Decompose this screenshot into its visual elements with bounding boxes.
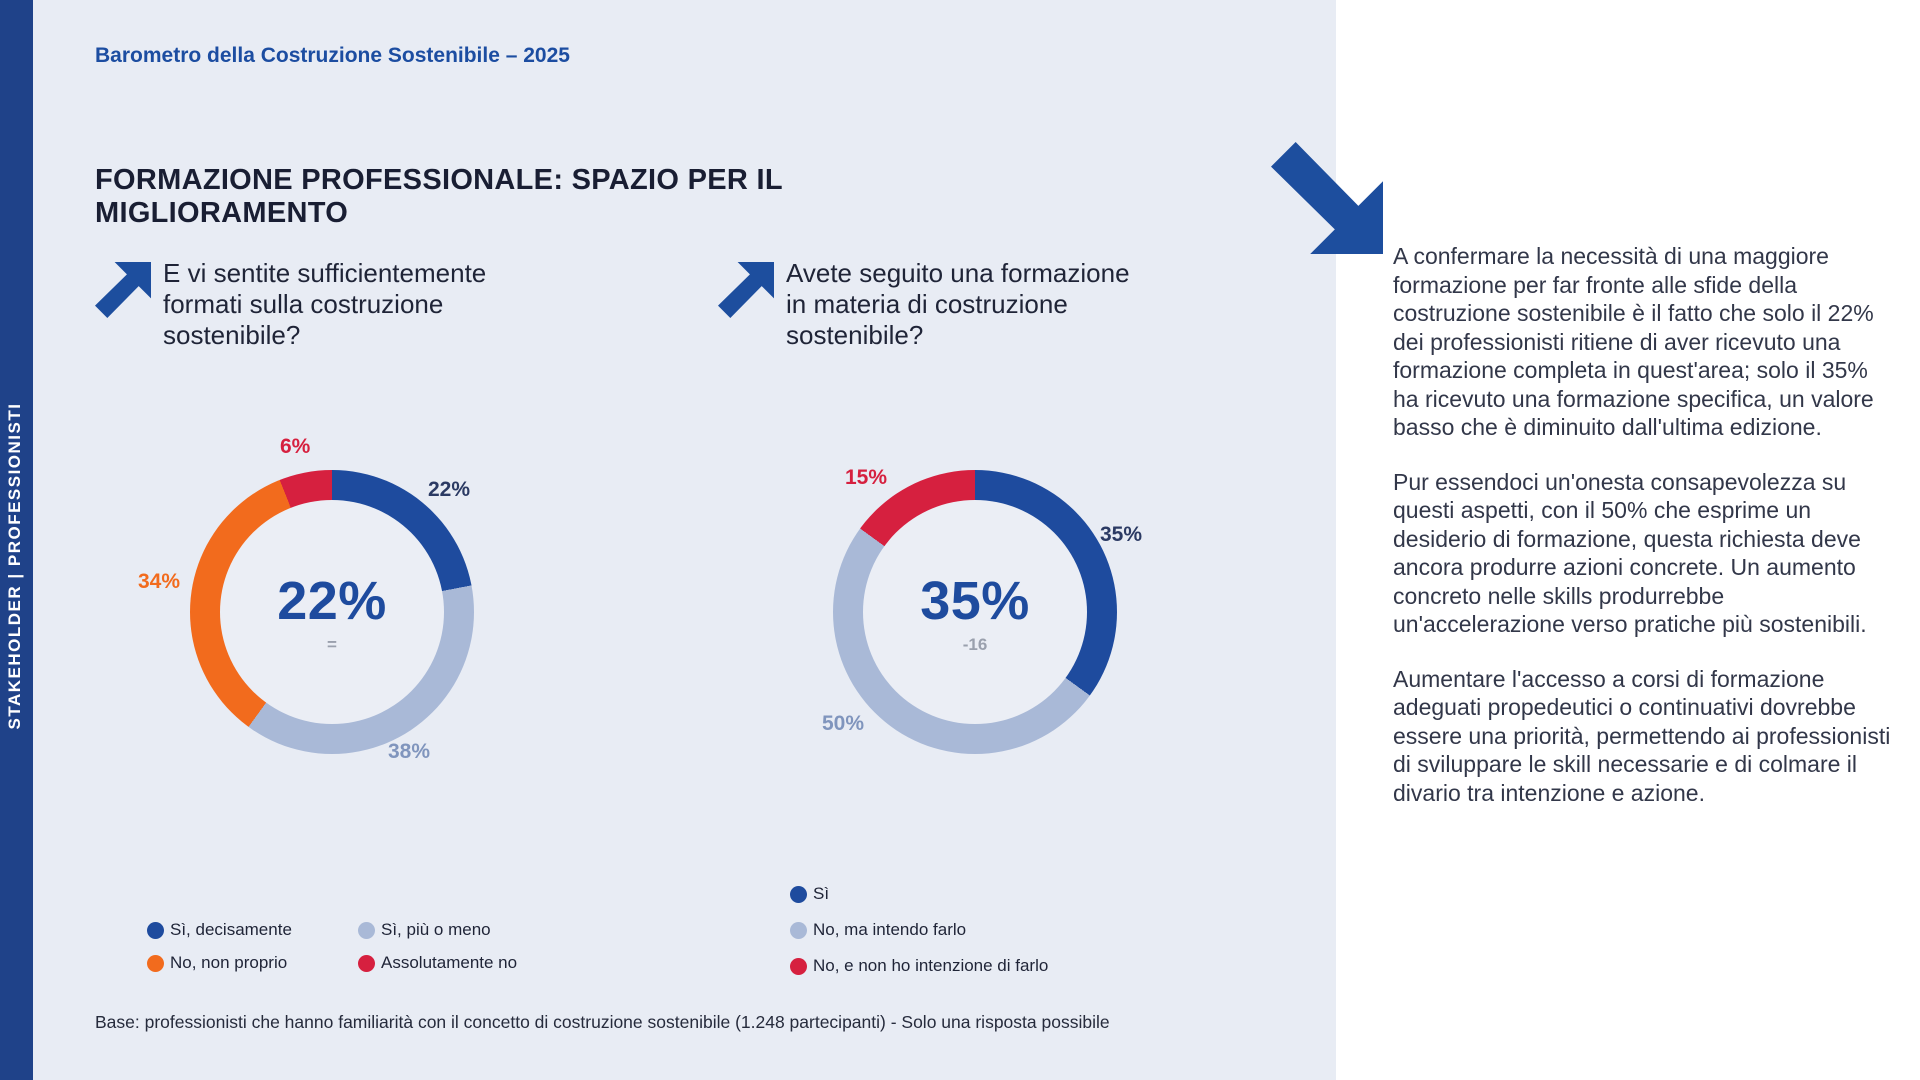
segment-label: 34%	[138, 570, 181, 593]
legend-dot	[790, 958, 807, 975]
question-line: sostenibile?	[163, 320, 301, 351]
chart1-question	[163, 258, 583, 352]
question-line: sostenibile?	[786, 320, 924, 351]
question-line: in materia di costruzione	[786, 289, 1068, 320]
arrow-up-right-icon	[718, 262, 774, 318]
legend-item	[147, 920, 358, 940]
chart2-legend	[790, 884, 1048, 976]
legend-label: Sì, più o meno	[381, 920, 491, 939]
legend-label: Sì, decisamente	[170, 920, 292, 939]
arrow-up-right-icon	[95, 262, 151, 318]
legend-label: No, ma intendo farlo	[813, 920, 967, 939]
segment-label: 22%	[428, 478, 471, 501]
legend-dot	[147, 922, 164, 939]
legend-item	[358, 920, 517, 940]
legend-item	[358, 953, 517, 973]
commentary-paragraph: A confermare la necessità di una maggiore formazione per far fronte alle sfide della costruzione sostenibile è il fatto che solo il 22% dei professionisti ritiene di aver ricevuto una formazione completa in quest'area; solo il 35% ha ricevuto una formazione specifica, un valore basso che è diminuito dall'ultima edizione.	[1393, 243, 1874, 440]
arrow-down-right-icon	[1271, 142, 1383, 254]
report-title: Barometro della Costruzione Sostenibile – 2025	[95, 44, 570, 67]
segment-label: 50%	[822, 712, 865, 735]
commentary-paragraph: Pur essendoci un'onesta consapevolezza su questi aspetti, con il 50% che esprime un desiderio di formazione, questa richiesta deve ancora produrre azioni concrete. Un aumento concreto nelle skills produrrebbe un'accelerazione verso pratiche più sostenibili.	[1393, 468, 1867, 637]
commentary-text	[1393, 242, 1893, 833]
center-trend-note: =	[327, 634, 337, 654]
legend-label: Sì	[813, 884, 830, 903]
sidebar-section-label: STAKEHOLDER | PROFESSIONISTI	[5, 402, 24, 730]
donut-center	[863, 500, 1087, 724]
center-value: 22%	[277, 570, 387, 631]
legend-item	[147, 953, 358, 973]
commentary-paragraph: Aumentare l'accesso a corsi di formazione adeguati propedeutici o continuativi dovrebbe essere una priorità, permettendo ai professionisti di sviluppare le skill necessarie e di colmare il divario tra intenzione e azione.	[1393, 665, 1891, 806]
segment-label: 35%	[1100, 523, 1143, 546]
legend-item	[790, 956, 1048, 976]
chart2-question	[786, 258, 1206, 352]
legend-dot	[358, 955, 375, 972]
page-title: FORMAZIONE PROFESSIONALE: SPAZIO PER IL MIGLIORAMENTO	[95, 164, 783, 230]
center-value: 35%	[920, 570, 1030, 631]
segment-label: 15%	[845, 466, 888, 489]
question-line: formati sulla costruzione	[163, 289, 444, 320]
center-trend-note: -16	[962, 634, 988, 654]
donut-chart-1	[190, 470, 474, 754]
donut-chart-2	[833, 470, 1117, 754]
legend-label: No, e non ho intenzione di farlo	[813, 956, 1049, 975]
legend-item	[790, 920, 1048, 940]
legend-dot	[147, 955, 164, 972]
donut-center	[220, 500, 444, 724]
sidebar	[0, 0, 33, 1080]
legend-dot	[790, 886, 807, 903]
legend-dot	[790, 922, 807, 939]
question-line: E vi sentite sufficientemente	[163, 258, 487, 288]
segment-label: 38%	[388, 740, 431, 763]
legend-label: Assolutamente no	[381, 953, 518, 972]
legend-item	[790, 884, 1048, 904]
legend-label: No, non proprio	[170, 953, 288, 972]
chart1-legend	[147, 920, 517, 973]
segment-label: 6%	[280, 435, 311, 458]
question-line: Avete seguito una formazione	[786, 258, 1130, 288]
base-note: Base: professionisti che hanno familiarità con il concetto di costruzione sostenibile (1.248 partecipanti) - Solo una risposta possibile	[95, 1012, 1110, 1032]
legend-dot	[358, 922, 375, 939]
